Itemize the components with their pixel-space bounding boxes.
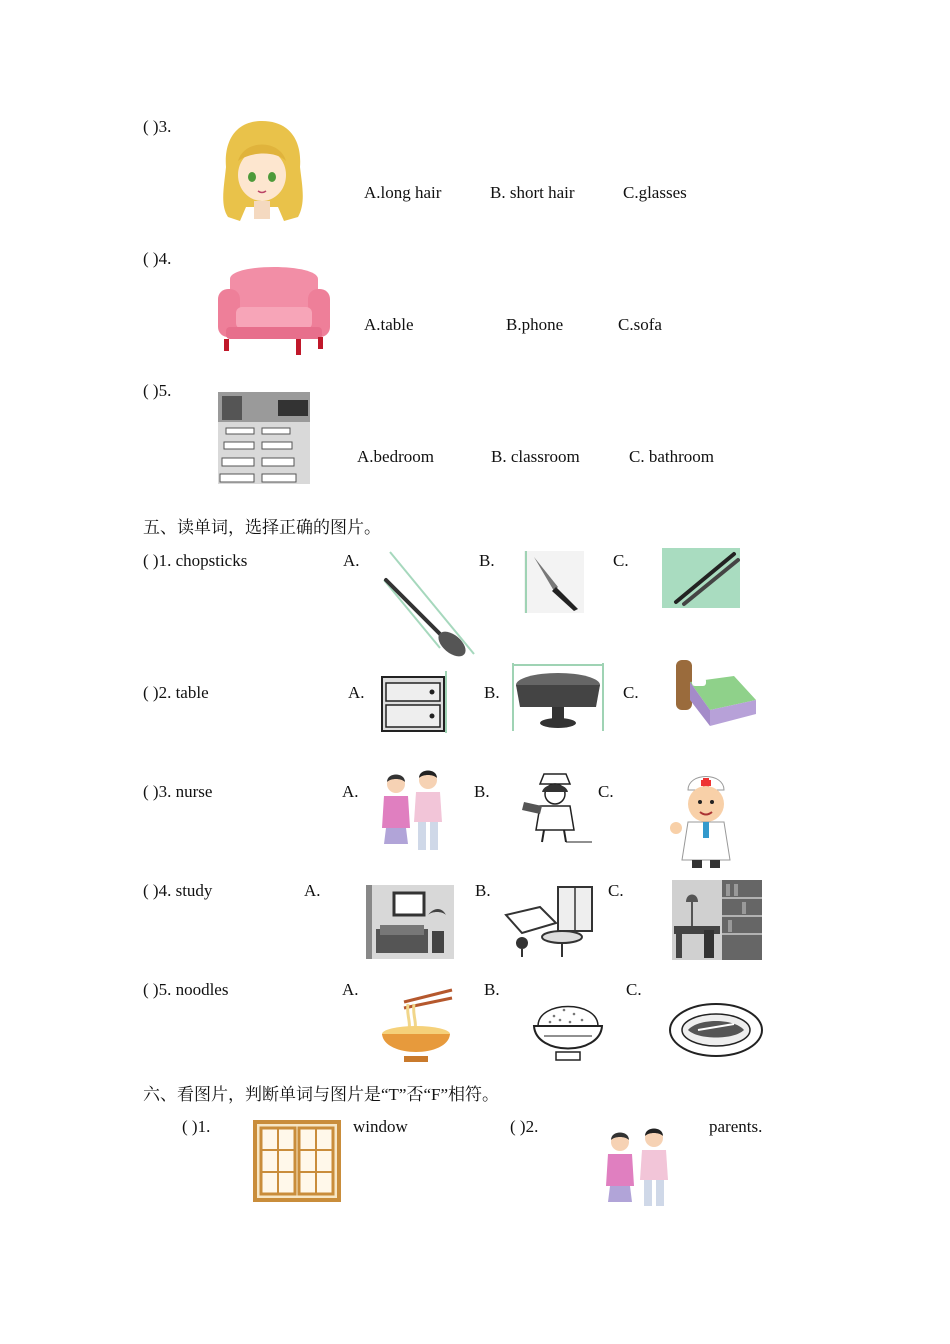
question-4-label: ( )4. bbox=[143, 249, 172, 268]
q5-option-a: A.bedroom bbox=[357, 447, 434, 466]
s5-item-3-a: A. bbox=[342, 782, 359, 801]
s5-item-5-b: B. bbox=[484, 980, 500, 999]
parents-couple-image bbox=[376, 766, 452, 852]
s5-item-5-a: A. bbox=[342, 980, 359, 999]
q3-option-c: C.glasses bbox=[623, 183, 687, 202]
chopsticks-image bbox=[662, 548, 740, 608]
section-5-title: 五、读单词，选择正确的图片。 bbox=[143, 518, 381, 537]
pink-sofa-image bbox=[216, 259, 332, 359]
cabinet-image bbox=[378, 671, 450, 733]
rice-bowl-image bbox=[530, 996, 606, 1066]
s5-item-2-b: B. bbox=[484, 683, 500, 702]
s5-item-2-label: ( )2. table bbox=[143, 683, 209, 702]
s5-item-2-a: A. bbox=[348, 683, 365, 702]
s5-item-2-c: C. bbox=[623, 683, 639, 702]
s5-item-4-a: A. bbox=[304, 881, 321, 900]
spoon-image bbox=[380, 550, 476, 658]
living-room-image bbox=[366, 885, 454, 959]
s5-item-4-c: C. bbox=[608, 881, 624, 900]
bedroom-furniture-image bbox=[502, 883, 598, 961]
knife-image bbox=[524, 551, 584, 613]
q5-option-c: C. bathroom bbox=[629, 447, 714, 466]
s5-item-4-label: ( )4. study bbox=[143, 881, 213, 900]
window-image bbox=[253, 1120, 341, 1202]
plate-dish-image bbox=[668, 1000, 764, 1060]
doctor-image bbox=[670, 770, 742, 870]
study-room-image bbox=[672, 880, 762, 960]
s5-item-5-c: C. bbox=[626, 980, 642, 999]
section-6-title: 六、看图片，判断单词与图片是“T”否“F”相符。 bbox=[143, 1085, 500, 1104]
s5-item-3-b: B. bbox=[474, 782, 490, 801]
q3-option-a: A.long hair bbox=[364, 183, 442, 202]
noodles-image bbox=[378, 986, 454, 1066]
classroom-image bbox=[218, 392, 310, 484]
s5-item-5-label: ( )5. noodles bbox=[143, 980, 229, 999]
s5-item-1-c: C. bbox=[613, 551, 629, 570]
s5-item-3-label: ( )3. nurse bbox=[143, 782, 213, 801]
s5-item-3-c: C. bbox=[598, 782, 614, 801]
q5-option-b: B. classroom bbox=[491, 447, 580, 466]
s6-q2-label: ( )2. bbox=[510, 1117, 539, 1136]
s6-q2-word: parents. bbox=[709, 1117, 763, 1136]
q4-option-c: C.sofa bbox=[618, 315, 662, 334]
s5-item-4-b: B. bbox=[475, 881, 491, 900]
q4-option-a: A.table bbox=[364, 315, 414, 334]
girl-long-hair-image bbox=[216, 117, 308, 223]
nurse-image bbox=[516, 770, 596, 844]
s5-item-1-label: ( )1. chopsticks bbox=[143, 551, 248, 570]
s6-q1-label: ( )1. bbox=[182, 1117, 211, 1136]
bed-image bbox=[674, 656, 758, 728]
s6-q1-word: window bbox=[353, 1117, 408, 1136]
q3-option-b: B. short hair bbox=[490, 183, 575, 202]
question-3-label: ( )3. bbox=[143, 117, 172, 136]
parents-image bbox=[598, 1124, 682, 1208]
round-table-image bbox=[512, 663, 604, 731]
s5-item-1-a: A. bbox=[343, 551, 360, 570]
q4-option-b: B.phone bbox=[506, 315, 564, 334]
s5-item-1-b: B. bbox=[479, 551, 495, 570]
question-5-label: ( )5. bbox=[143, 381, 172, 400]
